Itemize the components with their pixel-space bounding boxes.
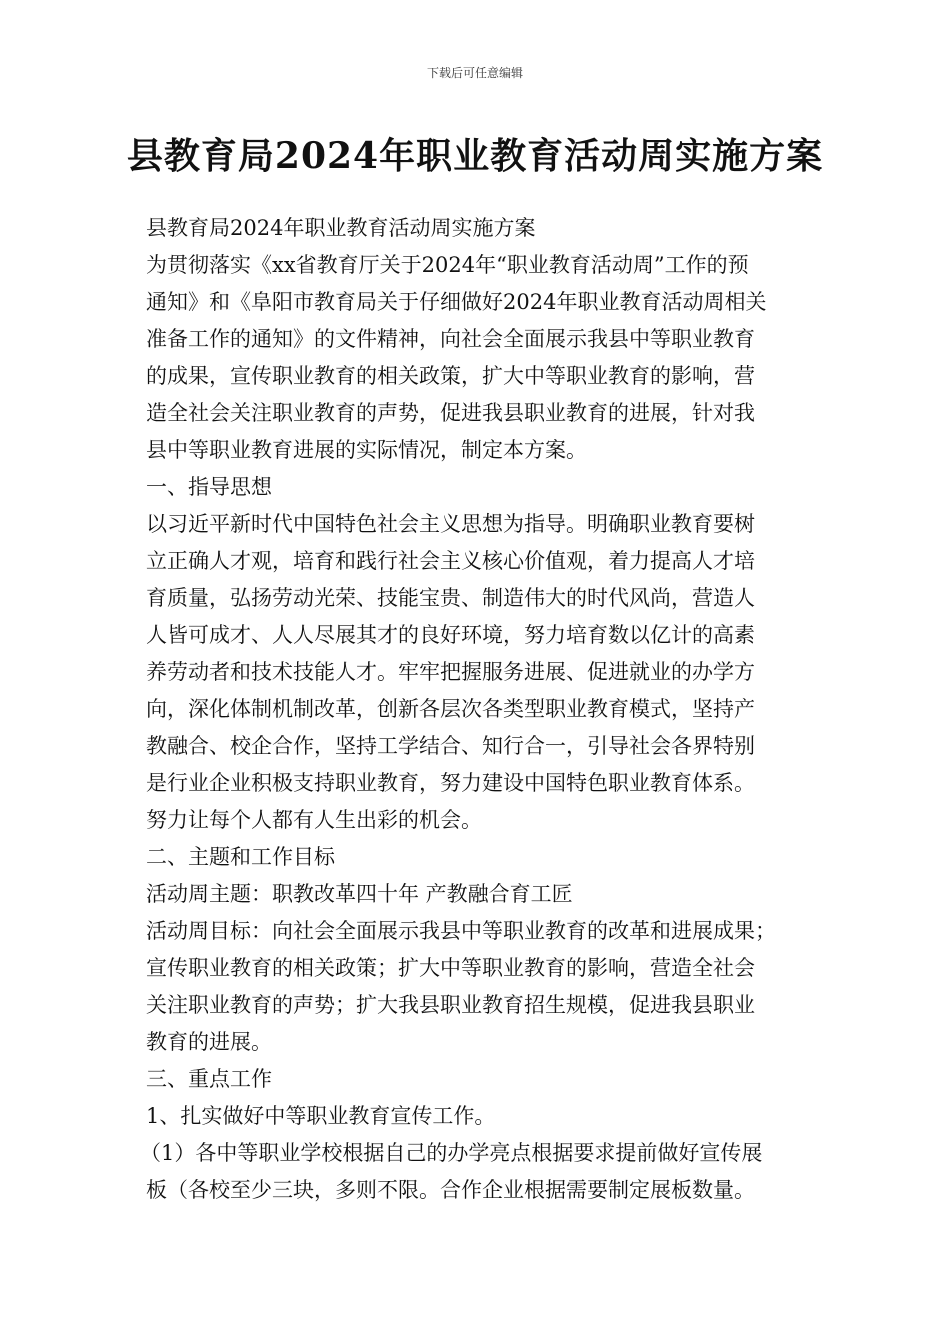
body-line: 教融合、校企合作，坚持工学结合、知行合一，引导社会各界特别 — [146, 734, 755, 758]
body-line: 关注职业教育的声势；扩大我县职业教育招生规模，促进我县职业 — [146, 993, 755, 1017]
section-heading-key-work: 三、重点工作 — [146, 1067, 272, 1091]
section-heading-guiding-ideology: 一、指导思想 — [146, 475, 272, 499]
body-line: 教育的进展。 — [146, 1030, 272, 1054]
body-line: 县中等职业教育进展的实际情况，制定本方案。 — [146, 438, 587, 462]
body-line: 的成果，宣传职业教育的相关政策，扩大中等职业教育的影响，营 — [146, 364, 755, 388]
body-line: 人皆可成才、人人尽展其才的良好环境，努力培育数以亿计的高素 — [146, 623, 755, 647]
document-title: 县教育局2024年职业教育活动周实施方案 — [126, 135, 824, 177]
body-line: 是行业企业积极支持职业教育，努力建设中国特色职业教育体系。 — [146, 771, 755, 795]
body-line: 准备工作的通知》的文件精神，向社会全面展示我县中等职业教育 — [146, 327, 755, 351]
body-line: 宣传职业教育的相关政策；扩大中等职业教育的影响，营造全社会 — [146, 956, 755, 980]
body-line: 努力让每个人都有人生出彩的机会。 — [146, 808, 482, 832]
header-note: 下载后可任意编辑 — [426, 66, 523, 80]
document-body — [140, 210, 826, 1209]
body-line: 通知》和《阜阳市教育局关于仔细做好2024年职业教育活动周相关 — [146, 290, 767, 314]
body-line-subtitle: 县教育局2024年职业教育活动周实施方案 — [146, 216, 536, 240]
body-line-theme: 活动周主题：职教改革四十年 产教融合育工匠 — [146, 882, 573, 906]
body-line: 造全社会关注职业教育的声势，促进我县职业教育的进展，针对我 — [146, 401, 755, 425]
body-line: 板（各校至少三块，多则不限。合作企业根据需要制定展板数量。 — [146, 1178, 755, 1202]
section-heading-theme-goals: 二、主题和工作目标 — [146, 845, 335, 869]
body-line: 立正确人才观，培育和践行社会主义核心价值观，着力提高人才培 — [146, 549, 755, 573]
body-line-item-1: 1、扎实做好中等职业教育宣传工作。 — [146, 1104, 496, 1128]
body-line: 以习近平新时代中国特色社会主义思想为指导。明确职业教育要树 — [146, 512, 755, 536]
body-line: 为贯彻落实《xx省教育厅关于2024年“职业教育活动周”工作的预 — [146, 253, 749, 277]
body-line-subitem-1: （1）各中等职业学校根据自己的办学亮点根据要求提前做好宣传展 — [140, 1141, 763, 1165]
body-line-goal: 活动周目标：向社会全面展示我县中等职业教育的改革和进展成果； — [146, 919, 776, 943]
body-line: 育质量，弘扬劳动光荣、技能宝贵、制造伟大的时代风尚，营造人 — [146, 586, 755, 610]
body-line: 向，深化体制机制改革，创新各层次各类型职业教育模式，坚持产 — [146, 697, 755, 721]
body-line: 养劳动者和技术技能人才。牢牢把握服务进展、促进就业的办学方 — [146, 660, 755, 684]
